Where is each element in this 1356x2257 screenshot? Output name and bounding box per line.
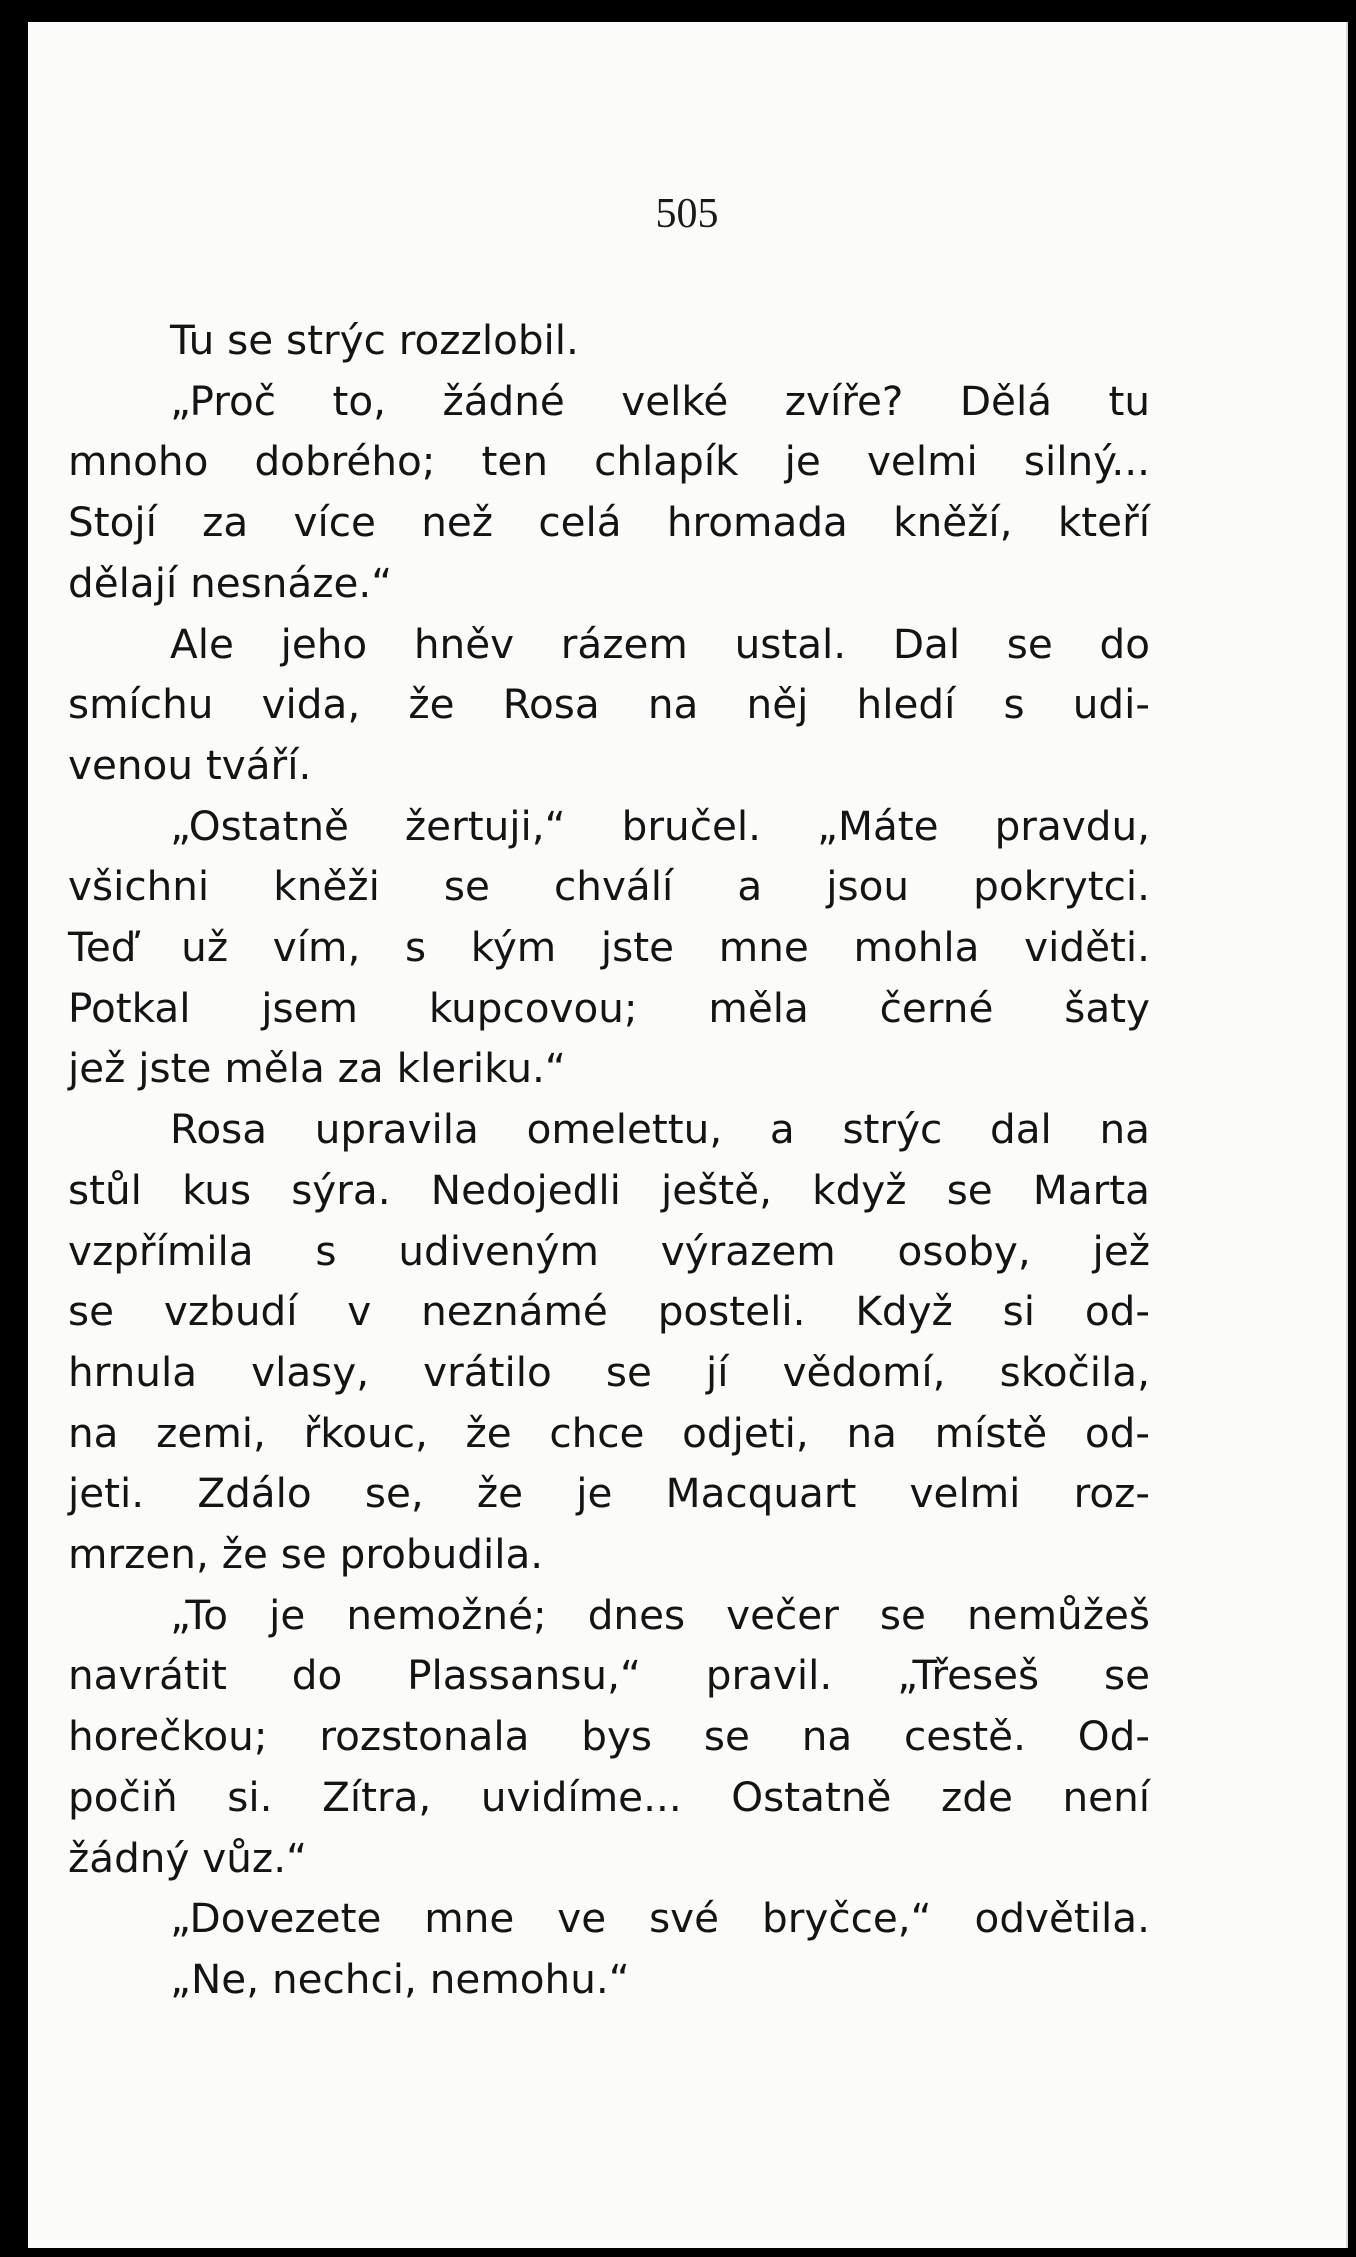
book-page: [28, 22, 1348, 2248]
text-line: „Proč to, žádné velké zvíře? Dělá tu: [170, 376, 1150, 425]
text-line: žádný vůz.“: [68, 1833, 308, 1882]
text-line: všichni kněži se chválí a jsou pokrytci.: [68, 862, 1150, 911]
text-line: Tu se strýc rozzlobil.: [170, 316, 579, 364]
text-line: mrzen, že se probudila.: [68, 1530, 544, 1579]
text-line: „Ostatně žertuji,“ bručel. „Máte pravdu,: [170, 801, 1150, 850]
text-line: vzpřímila s udiveným výrazem osoby, jež: [68, 1226, 1150, 1275]
text-line: Rosa upravila omelettu, a strýc dal na: [170, 1105, 1150, 1154]
text-line: „Ne, nechci, nemohu.“: [170, 1954, 630, 2003]
page-number: 505: [655, 191, 719, 237]
text-line: stůl kus sýra. Nedojedli ještě, když se Marta: [68, 1165, 1150, 1214]
text-line: na zemi, řkouc, že chce odjeti, na místě od-: [68, 1408, 1150, 1457]
text-line: smíchu vida, že Rosa na něj hledí s udi-: [68, 680, 1150, 729]
text-line: Potkal jsem kupcovou; měla černé šaty: [68, 983, 1150, 1032]
text-line: se vzbudí v neznámé posteli. Když si od-: [68, 1287, 1150, 1336]
text-line: Stojí za více než celá hromada kněží, kteří: [68, 498, 1150, 547]
body-text: [68, 310, 1150, 2010]
text-line: počiň si. Zítra, uvidíme... Ostatně zde není: [68, 1772, 1150, 1821]
text-line: „Dovezete mne ve své bryčce,“ odvětila.: [170, 1894, 1150, 1943]
text-line: horečkou; rozstonala bys se na cestě. Od-: [68, 1712, 1150, 1761]
text-line: „To je nemožné; dnes večer se nemůžeš: [170, 1590, 1150, 1639]
text-line: venou tváří.: [68, 740, 312, 789]
text-line: navrátit do Plassansu,“ pravil. „Třeseš se: [68, 1651, 1150, 1700]
text-line: jež jste měla za kleriku.“: [68, 1044, 566, 1093]
text-line: mnoho dobrého; ten chlapík je velmi silný...: [68, 437, 1150, 486]
text-line: hrnula vlasy, vrátilo se jí vědomí, skočila,: [68, 1347, 1150, 1396]
text-line: jeti. Zdálo se, že je Macquart velmi roz-: [68, 1469, 1150, 1518]
text-line: Ale jeho hněv rázem ustal. Dal se do: [170, 619, 1150, 668]
text-line: Teď už vím, s kým jste mne mohla viděti.: [68, 923, 1150, 972]
text-line: dělají nesnáze.“: [68, 558, 393, 607]
